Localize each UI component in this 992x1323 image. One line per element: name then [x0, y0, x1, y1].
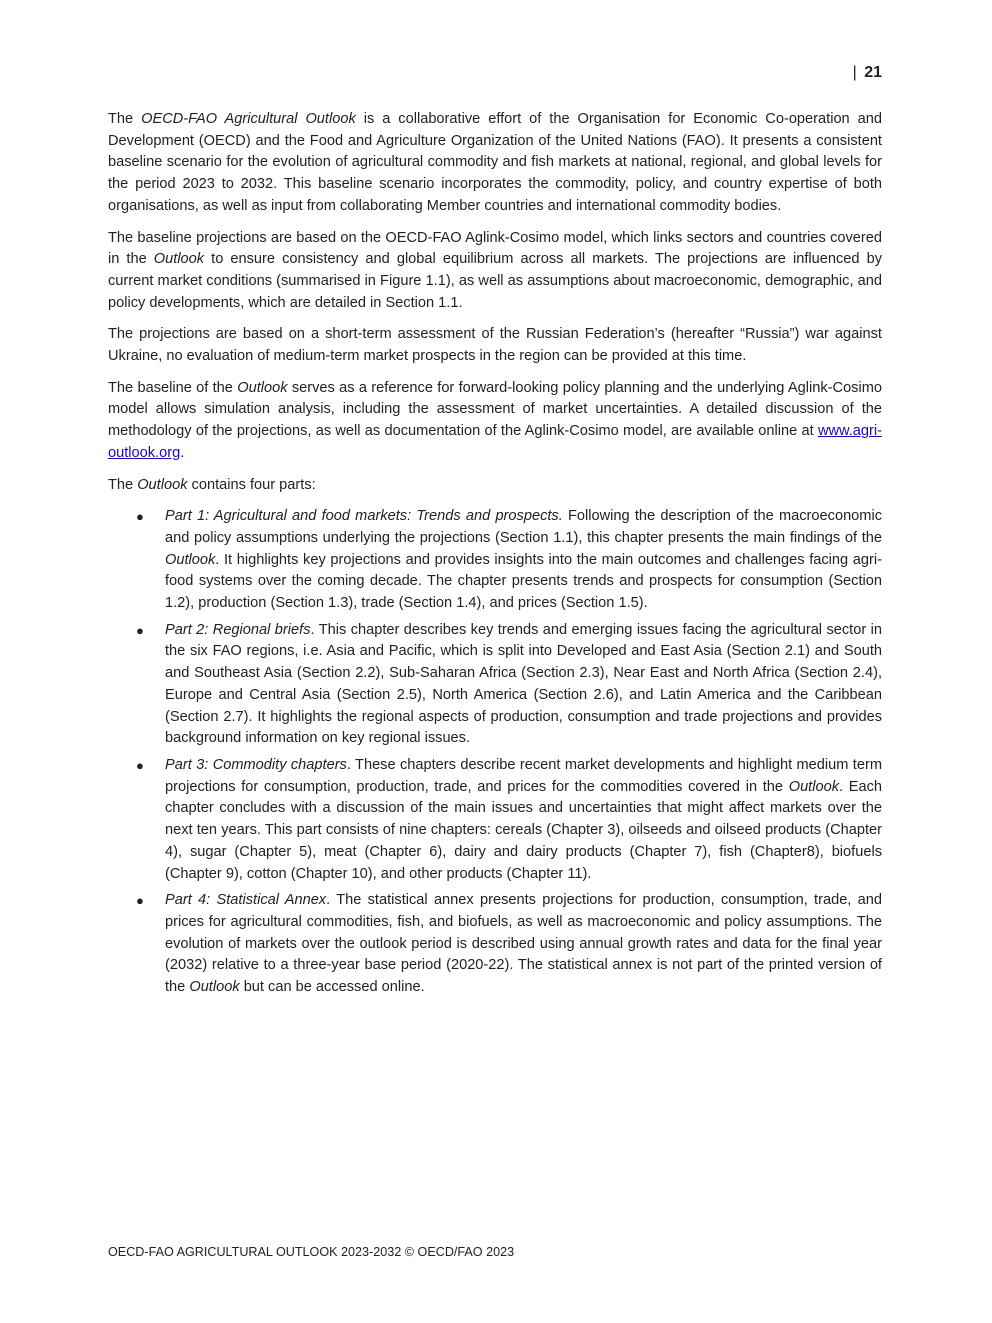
list-item-part-1: ● Part 1: Agricultural and food markets: Trends and prospects. Following the description of the macroeconomic and policy assumptions underlying the projections (Section 1.1), this chapter presents the main findings of the Outlook. It highlights key projections and provides insights into the main outcomes and challenges facing agri-food systems over the coming decade. The chapter presents trends and prospects for consumption (Section 1.2), production (Section 1.3), trade (Section 1.4), and prices (Section 1.5). [136, 508, 882, 612]
list-item-part-4: ● Part 4: Statistical Annex. The statistical annex presents projections for production, consumption, trade, and prices for agricultural commodities, fish, and biofuels, as well as macroeconomic and policy assumptions. The evolution of markets over the outlook period is described using annual growth rates and data for the final year (2032) relative to a three-year base period (2020-22). The statistical annex is not part of the printed version of the Outlook but can be accessed online. [136, 892, 883, 996]
list-item-part-2: ● Part 2: Regional briefs. This chapter describes key trends and emerging issues facing the agricultural sector in the six FAO regions, i.e. Asia and Pacific, which is split into Developed and East Asia (Section 2.1) and South and Southeast Asia (Section 2.2), Sub-Saharan Africa (Section 2.3), Near East and North Africa (Section 2.4), Europe and Central Asia (Section 2.5), North America (Section 2.6), and Latin America and the Caribbean (Section 2.7). It highlights the regional aspects of production, consumption and trade projections and provides background information on key regional issues. [136, 621, 882, 747]
list-item-title: Part 2: Regional briefs [165, 621, 311, 638]
page-number-value: 21 [864, 64, 882, 81]
bullet-icon: ● [136, 893, 144, 909]
paragraph-russia: The projections are based on a short-term assessment of the Russian Federation’s (hereafter “Russia”) war against Ukraine, no evaluation of medium-term market prospects in the region can be provided at this time. [108, 326, 882, 365]
paragraph-parts-intro: The Outlook contains four parts: [108, 476, 316, 493]
list-item-part-3: ● Part 3: Commodity chapters. These chapters describe recent market developments and highlight medium term projections for consumption, production, trade, and prices for the commodities covered in the Outlook. Each chapter concludes with a discussion of the main issues and uncertainties that might affect markets over the next ten years. This part consists of nine chapters: cereals (Chapter 3), oilseeds and oilseed products (Chapter 4), sugar (Chapter 5), meat (Chapter 6), dairy and dairy products (Chapter 7), fish (Chapter8), biofuels (Chapter 9), cotton (Chapter 10), and other products (Chapter 11). [136, 756, 883, 882]
parts-list [108, 506, 882, 998]
publication-title: OECD-FAO Agricultural Outlook [141, 111, 356, 127]
agri-outlook-link[interactable]: www.agri-outlook.org [108, 423, 882, 461]
list-item-title: Part 1: Agricultural and food markets: Trends and prospects. [165, 508, 563, 525]
list-item-title: Part 4: Statistical Annex [165, 892, 327, 909]
page-footer: OECD-FAO AGRICULTURAL OUTLOOK 2023-2032 © OECD/FAO 2023 [108, 1245, 515, 1259]
paragraph-baseline: The baseline projections are based on the OECD-FAO Aglink-Cosimo model, which links sectors and countries covered in the Outlook to ensure consistency and global equilibrium across all markets. The projections are influenced by current market conditions (summarised in Figure 1.1), as well as assumptions about macroeconomic, demographic, and policy developments, which are detailed in Section 1.1. [108, 229, 882, 311]
paragraph-methodology: The baseline of the Outlook serves as a reference for forward-looking policy planning and the underlying Aglink-Cosimo model allows simulation analysis, including the assessment of market uncertainties. A detailed discussion of the methodology of the projections, as well as documentation of the Aglink-Cosimo model, are available online at www.agri-outlook.org. [108, 379, 882, 461]
page-number [0, 62, 882, 84]
bullet-icon: ● [136, 509, 144, 525]
list-item-title: Part 3: Commodity chapters [165, 756, 347, 773]
bullet-icon: ● [136, 622, 144, 638]
paragraph-intro: The OECD-FAO Agricultural Outlook is a collaborative effort of the Organisation for Economic Co-operation and Development (OECD) and the Food and Agriculture Organization of the United Nations (FAO). It presents a consistent baseline scenario for the evolution of agricultural commodity and fish markets at national, regional, and global levels for the period 2023 to 2032. This baseline scenario incorporates the commodity, policy, and country expertise of both organisations, as well as input from collaborating Member countries and international commodity bodies. [108, 111, 882, 214]
main-content [108, 109, 882, 1004]
page-number-separator: | [852, 64, 857, 81]
bullet-icon: ● [136, 757, 144, 773]
